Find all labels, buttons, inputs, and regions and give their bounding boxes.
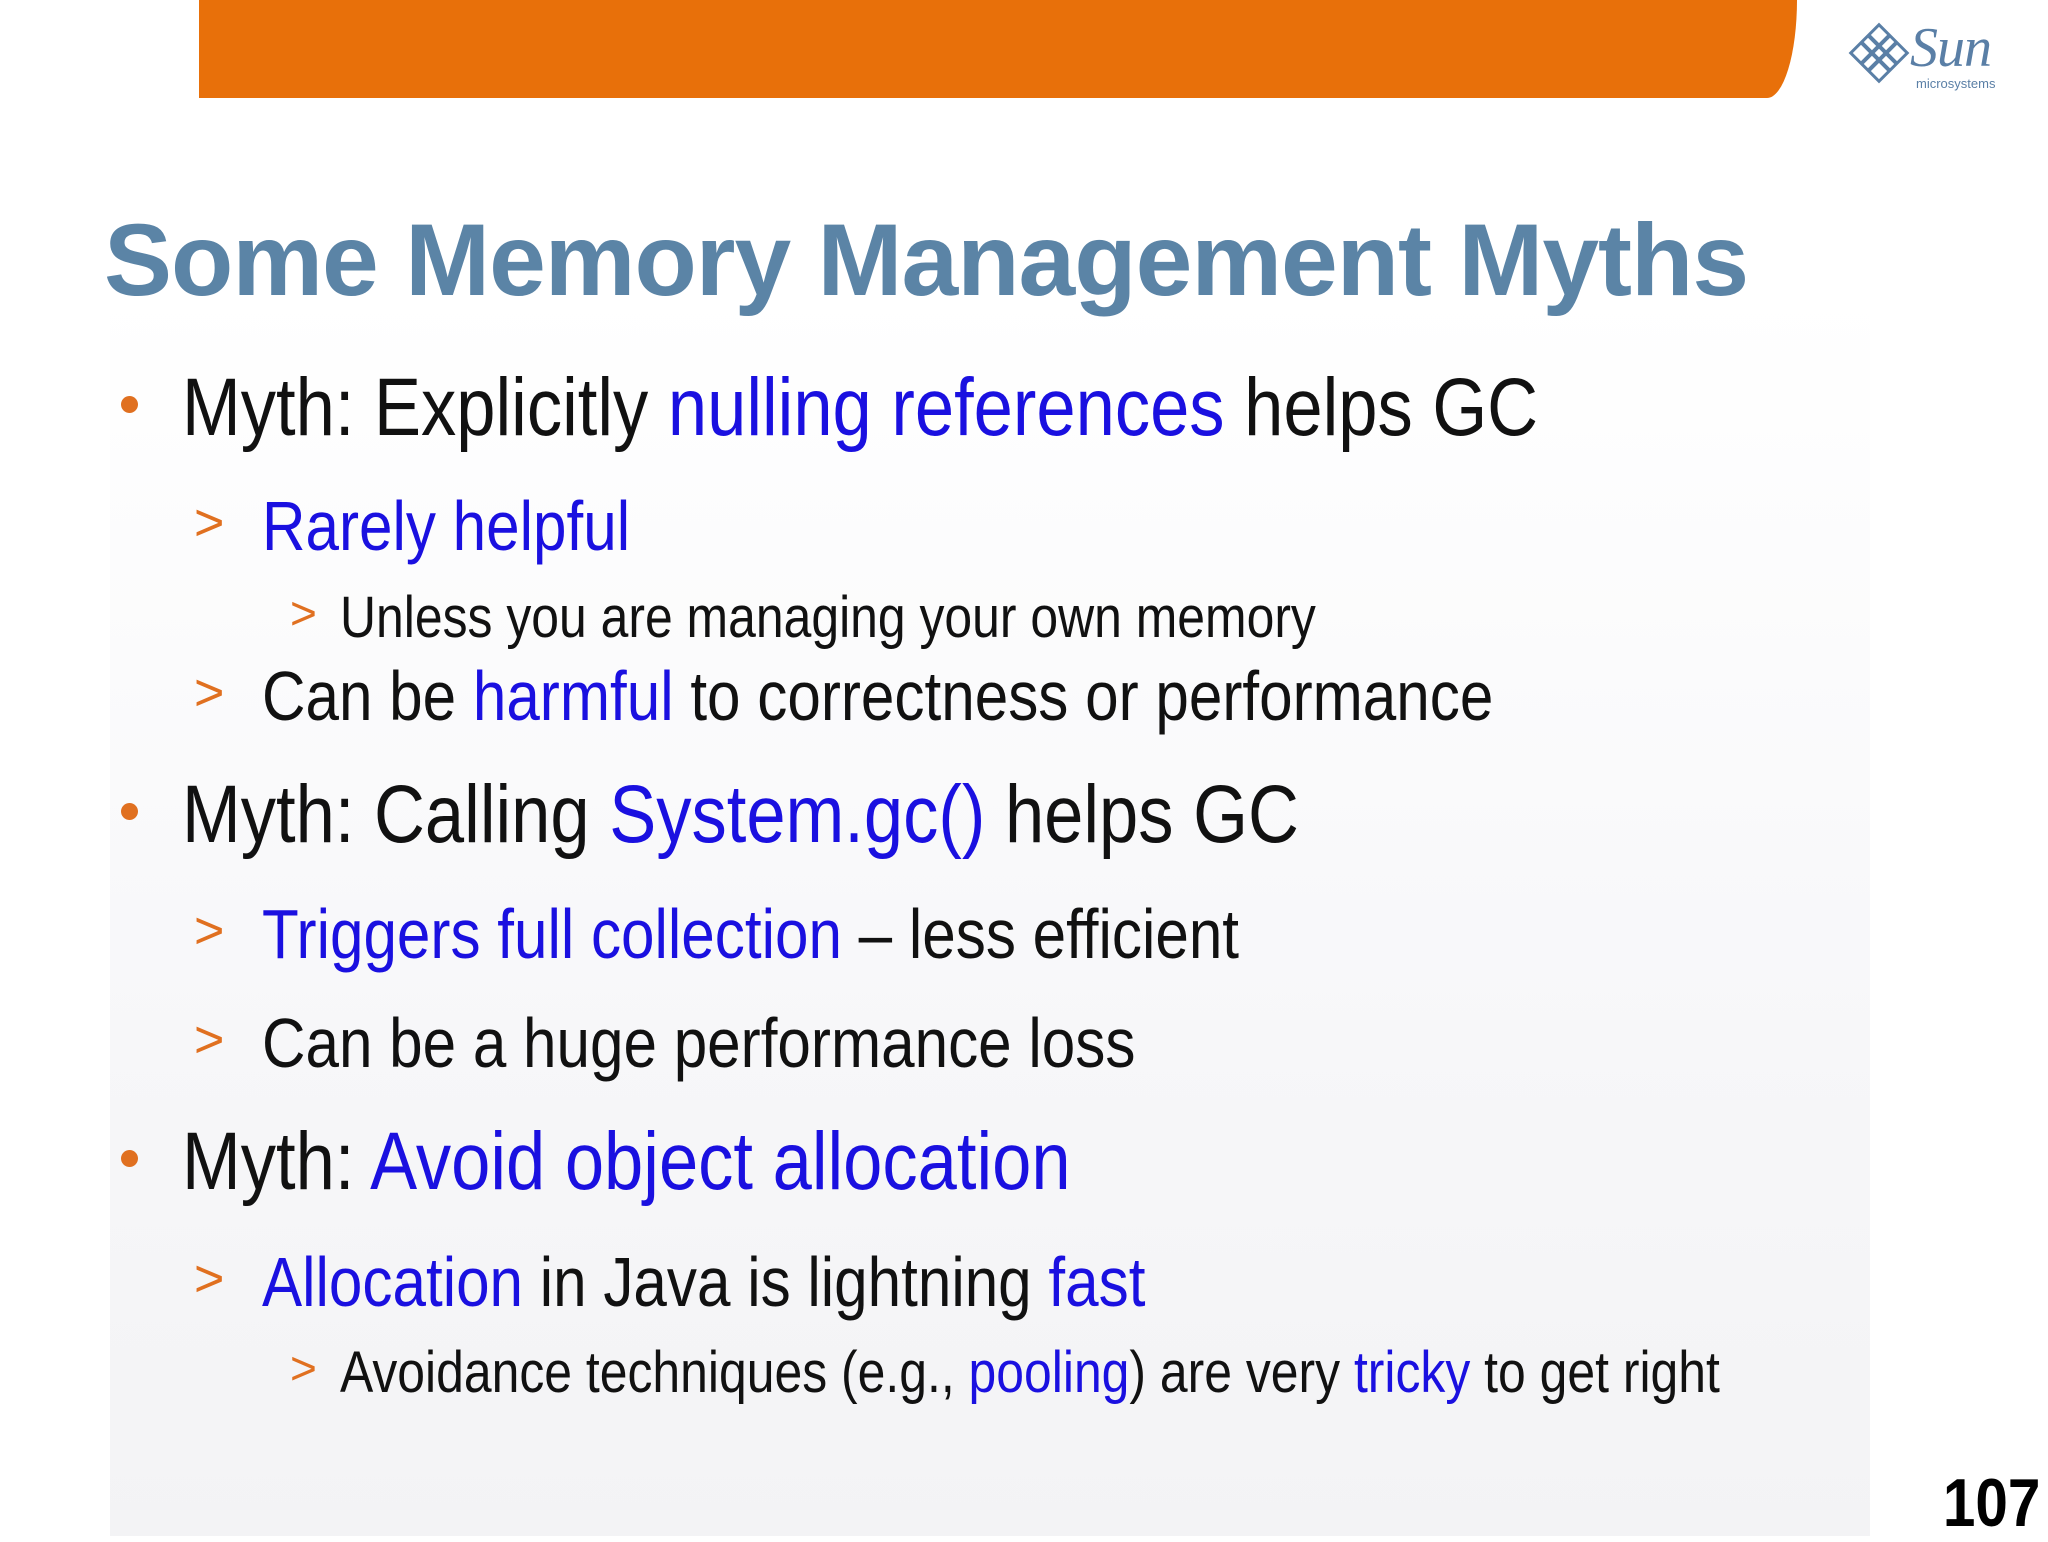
myth-2-line [182, 768, 1299, 862]
myth-3-sub-1 [262, 1242, 1145, 1322]
myth-1-sub-2-tail: to correctness or performance [673, 657, 1494, 735]
myth-1-sub-2-lead: Can be [262, 657, 473, 735]
myth-3-sub-1-fast: fast [1048, 1243, 1146, 1321]
detail-tricky: tricky [1353, 1340, 1471, 1405]
sub-sub-bullet-marker: > [290, 1342, 317, 1394]
myth-2-sub-1-highlight: Triggers full collection [262, 895, 842, 973]
sub-sub-bullet-marker: > [290, 587, 317, 639]
myth-3-sub-1-detail [340, 1339, 1720, 1406]
bullet-dot-3 [121, 1150, 138, 1167]
myth-2-tail: helps GC [985, 769, 1299, 860]
detail-lead: Avoidance techniques (e.g., [340, 1340, 969, 1405]
myth-3-sub-1-middle: in Java is lightning [523, 1243, 1049, 1321]
sub-bullet-marker: > [194, 1011, 225, 1069]
myth-1-highlight: nulling references [667, 362, 1225, 453]
sub-bullet-marker: > [194, 1250, 225, 1308]
myth-2-sub-1 [262, 894, 1239, 974]
sub-bullet-marker: > [194, 664, 225, 722]
detail-tail: to get right [1470, 1340, 1720, 1405]
logo-subtitle: microsystems [1916, 76, 1996, 91]
sub-bullet-marker: > [194, 494, 225, 552]
sun-logo [1848, 17, 2008, 96]
sun-diamond-icon [1848, 22, 1910, 84]
myth-3-highlight: Avoid object allocation [370, 1116, 1071, 1207]
myth-1-line [182, 361, 1538, 455]
myth-3-line [182, 1115, 1071, 1209]
myth-1-tail: helps GC [1224, 362, 1539, 453]
myth-1-sub-2 [262, 656, 1493, 736]
slide-title: Some Memory Management Myths [104, 203, 1749, 317]
myth-1-lead: Myth: Explicitly [182, 362, 668, 453]
myth-2-sub-1-tail: – less efficient [841, 895, 1240, 973]
detail-middle: ) are very [1129, 1340, 1354, 1405]
myth-1-sub-1: Rarely helpful [262, 487, 631, 565]
myth-2-highlight: System.gc() [609, 769, 986, 860]
myth-2-lead: Myth: Calling [182, 769, 610, 860]
sub-bullet-marker: > [194, 902, 225, 960]
logo-wordmark: Sun [1910, 17, 1991, 79]
page-number: 107 [1942, 1465, 2040, 1541]
myth-1-sub-2-highlight: harmful [472, 657, 674, 735]
bullet-dot-2 [121, 803, 138, 820]
bullet-dot-1 [121, 396, 138, 413]
myth-1-sub-1-detail: Unless you are managing your own memory [340, 585, 1316, 650]
myth-2-sub-2: Can be a huge performance loss [262, 1004, 1136, 1082]
header-bar [199, 0, 1797, 98]
myth-3-sub-1-highlight: Allocation [262, 1243, 524, 1321]
myth-3-lead: Myth: [182, 1116, 371, 1207]
detail-pooling: pooling [968, 1340, 1130, 1405]
